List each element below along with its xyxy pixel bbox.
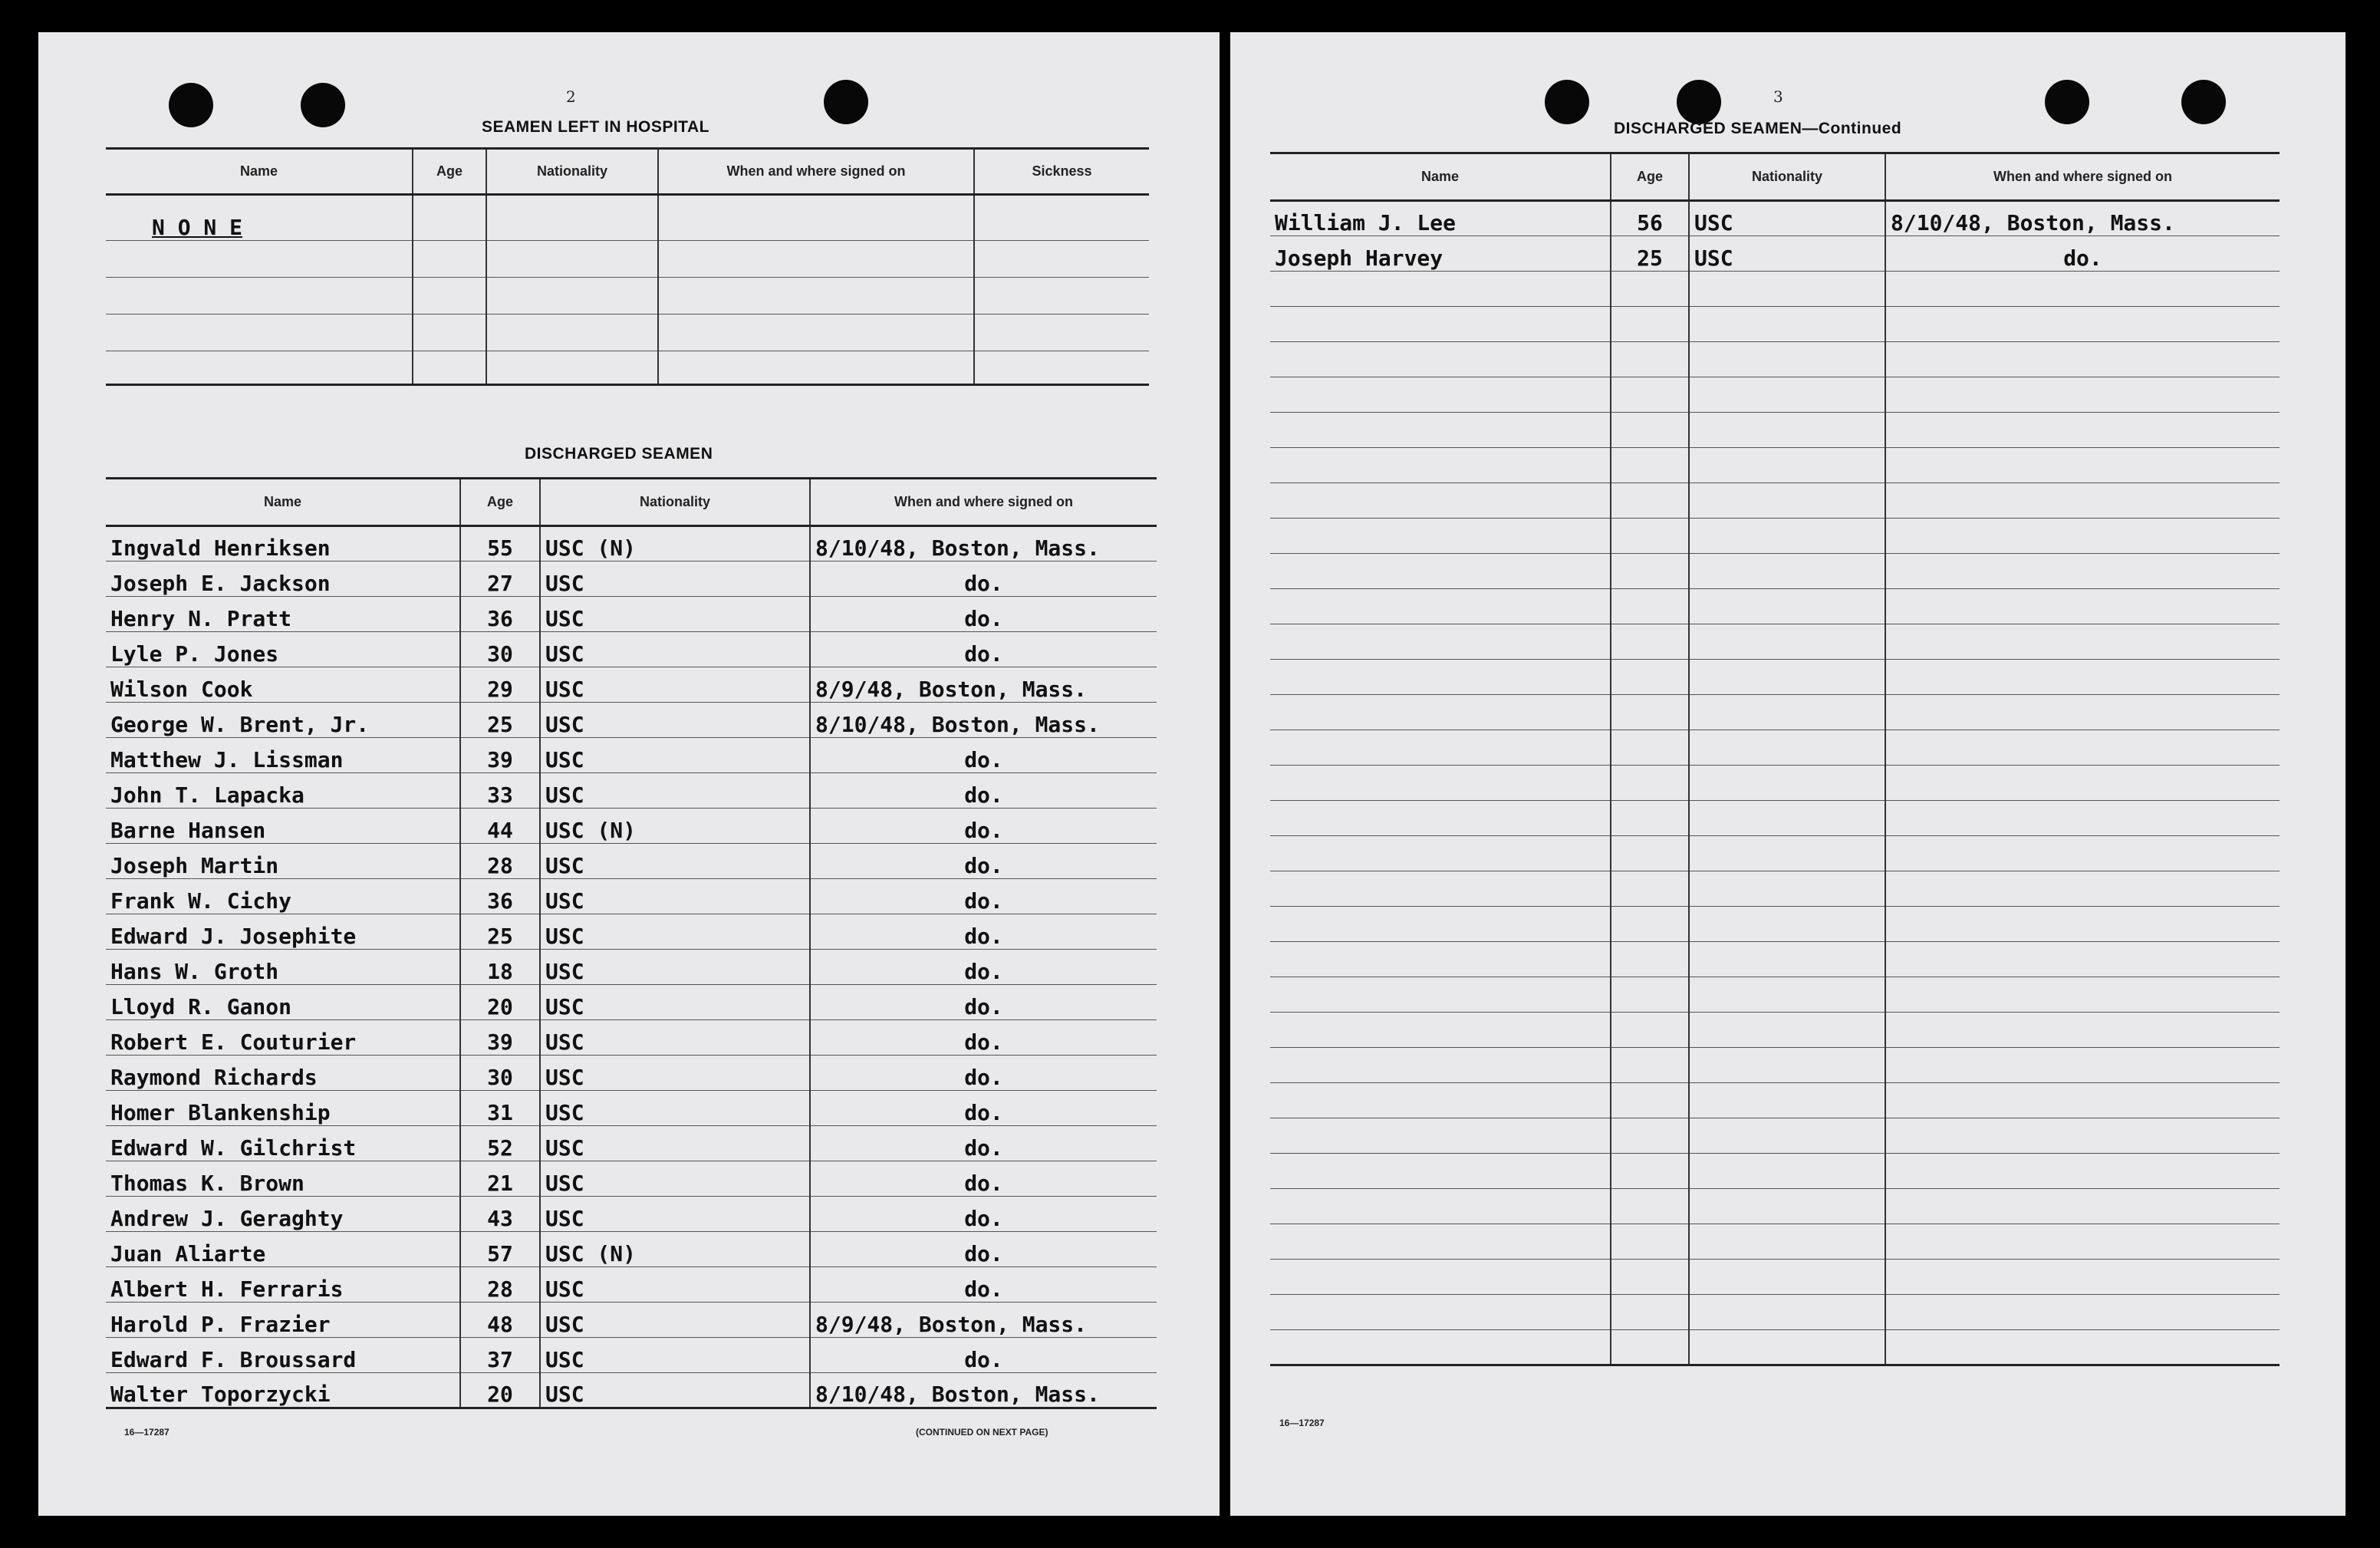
- seaman-signed-on: 8/9/48, Boston, Mass.: [810, 1303, 1157, 1338]
- blank-row: [1270, 1295, 2280, 1330]
- blank-row: [1270, 1260, 2280, 1295]
- blank-row: [1270, 801, 2280, 836]
- seaman-nationality: USC: [540, 914, 810, 950]
- seaman-age: 28: [460, 844, 540, 879]
- hospital-entry: N O N E: [106, 195, 413, 241]
- punch-hole: [824, 80, 868, 124]
- seaman-signed-on: do.: [810, 1020, 1157, 1056]
- seaman-age: 25: [460, 914, 540, 950]
- blank-row: [1270, 342, 2280, 377]
- seaman-signed-on: do.: [810, 1197, 1157, 1232]
- seaman-age: 39: [460, 1020, 540, 1056]
- seaman-age: 44: [460, 809, 540, 844]
- seaman-name: Albert H. Ferraris: [106, 1267, 460, 1303]
- blank-row: [1270, 871, 2280, 907]
- seaman-name: Joseph Martin: [106, 844, 460, 879]
- punch-hole: [301, 83, 345, 127]
- table-row: [106, 879, 1157, 914]
- punch-hole: [1545, 80, 1589, 124]
- seaman-signed-on: do.: [810, 809, 1157, 844]
- seaman-signed-on: do.: [810, 914, 1157, 950]
- hospital-section-title: SEAMEN LEFT IN HOSPITAL: [482, 118, 709, 136]
- blank-row: [1270, 413, 2280, 448]
- left-page: [38, 32, 1220, 1516]
- blank-row: [1270, 766, 2280, 801]
- blank-row: [1270, 977, 2280, 1013]
- column-header: Name: [106, 149, 413, 195]
- table-row: [106, 844, 1157, 879]
- seaman-nationality: USC: [540, 1373, 810, 1408]
- blank-row: [1270, 1083, 2280, 1118]
- column-header: When and where signed on: [1885, 153, 2280, 201]
- page-number: 2: [566, 87, 576, 106]
- seaman-nationality: USC: [1689, 236, 1885, 272]
- table-row: [106, 1056, 1157, 1091]
- seaman-name: Wilson Cook: [106, 667, 460, 703]
- column-header: When and where signed on: [810, 479, 1157, 526]
- seaman-signed-on: do.: [810, 1267, 1157, 1303]
- seaman-name: Edward J. Josephite: [106, 914, 460, 950]
- column-header: Sickness: [974, 149, 1149, 195]
- seaman-nationality: USC: [540, 1161, 810, 1197]
- table-row: [106, 738, 1157, 773]
- seaman-name: Homer Blankenship: [106, 1091, 460, 1126]
- table-row: [106, 526, 1157, 562]
- table-row: [106, 1338, 1157, 1373]
- seaman-age: 20: [460, 985, 540, 1020]
- table-row: [106, 950, 1157, 985]
- right-page: [1230, 32, 2345, 1516]
- seaman-signed-on: do.: [810, 738, 1157, 773]
- seaman-age: 25: [1611, 236, 1689, 272]
- seaman-name: Ingvald Henriksen: [106, 526, 460, 562]
- table-row: [106, 1126, 1157, 1161]
- hospital-table: [106, 147, 1149, 386]
- seaman-signed-on: do.: [810, 844, 1157, 879]
- seaman-nationality: USC (N): [540, 526, 810, 562]
- seaman-nationality: USC: [540, 1267, 810, 1303]
- seaman-name: John T. Lapacka: [106, 773, 460, 809]
- table-row: [1270, 201, 2280, 236]
- table-row: [106, 914, 1157, 950]
- seaman-name: Lloyd R. Ganon: [106, 985, 460, 1020]
- seaman-name: George W. Brent, Jr.: [106, 703, 460, 738]
- seaman-nationality: USC: [540, 844, 810, 879]
- seaman-age: 18: [460, 950, 540, 985]
- seaman-signed-on: do.: [810, 773, 1157, 809]
- seaman-signed-on: 8/10/48, Boston, Mass.: [810, 1373, 1157, 1408]
- seaman-age: 36: [460, 879, 540, 914]
- blank-row: [1270, 836, 2280, 871]
- seaman-signed-on: 8/10/48, Boston, Mass.: [810, 703, 1157, 738]
- column-header: Nationality: [1689, 153, 1885, 201]
- seaman-signed-on: do.: [810, 1126, 1157, 1161]
- seaman-age: 30: [460, 1056, 540, 1091]
- seaman-signed-on: do.: [810, 1232, 1157, 1267]
- seaman-nationality: USC: [540, 597, 810, 632]
- seaman-name: Harold P. Frazier: [106, 1303, 460, 1338]
- seaman-nationality: USC: [540, 632, 810, 667]
- blank-row: [1270, 377, 2280, 413]
- table-row: [106, 1303, 1157, 1338]
- seaman-age: 29: [460, 667, 540, 703]
- seaman-age: 25: [460, 703, 540, 738]
- blank-row: [1270, 448, 2280, 483]
- column-header: Name: [1270, 153, 1611, 201]
- form-number: 16—17287: [124, 1427, 170, 1438]
- blank-row: [1270, 307, 2280, 342]
- seaman-name: Robert E. Couturier: [106, 1020, 460, 1056]
- seaman-age: 30: [460, 632, 540, 667]
- form-number: 16—17287: [1279, 1418, 1325, 1428]
- table-row: [106, 1267, 1157, 1303]
- seaman-nationality: USC: [540, 985, 810, 1020]
- seaman-signed-on: do.: [810, 1338, 1157, 1373]
- seaman-name: Frank W. Cichy: [106, 879, 460, 914]
- table-row: [106, 667, 1157, 703]
- column-header: Nationality: [486, 149, 658, 195]
- seaman-name: Juan Aliarte: [106, 1232, 460, 1267]
- seaman-name: Walter Toporzycki: [106, 1373, 460, 1408]
- discharged-section-title: DISCHARGED SEAMEN: [525, 445, 713, 463]
- seaman-name: Thomas K. Brown: [106, 1161, 460, 1197]
- table-row: [106, 809, 1157, 844]
- table-row: [106, 597, 1157, 632]
- blank-row: [1270, 519, 2280, 554]
- seaman-nationality: USC: [540, 738, 810, 773]
- seaman-signed-on: do.: [810, 597, 1157, 632]
- column-header: Nationality: [540, 479, 810, 526]
- punch-hole: [2045, 80, 2089, 124]
- seaman-nationality: USC: [540, 773, 810, 809]
- seaman-name: Matthew J. Lissman: [106, 738, 460, 773]
- column-header: Age: [1611, 153, 1689, 201]
- seaman-age: 48: [460, 1303, 540, 1338]
- seaman-nationality: USC: [540, 1338, 810, 1373]
- punch-hole: [1677, 80, 1721, 124]
- seaman-nationality: USC (N): [540, 809, 810, 844]
- column-header: Age: [413, 149, 486, 195]
- seaman-nationality: USC: [540, 1091, 810, 1126]
- table-row: [106, 1373, 1157, 1408]
- seaman-age: 55: [460, 526, 540, 562]
- blank-row: [1270, 1224, 2280, 1260]
- punch-hole: [169, 83, 213, 127]
- blank-row: [1270, 730, 2280, 766]
- seaman-nationality: USC: [1689, 201, 1885, 236]
- seaman-age: 33: [460, 773, 540, 809]
- blank-row: [1270, 483, 2280, 519]
- table-row: [106, 1161, 1157, 1197]
- seaman-name: Hans W. Groth: [106, 950, 460, 985]
- seaman-nationality: USC: [540, 1126, 810, 1161]
- table-row: [106, 1232, 1157, 1267]
- seaman-signed-on: do.: [810, 1161, 1157, 1197]
- seaman-nationality: USC: [540, 703, 810, 738]
- discharged-table: [106, 477, 1157, 1409]
- blank-row: [1270, 624, 2280, 660]
- seaman-age: 27: [460, 562, 540, 597]
- seaman-name: Raymond Richards: [106, 1056, 460, 1091]
- seaman-nationality: USC: [540, 667, 810, 703]
- seaman-signed-on: do.: [1885, 236, 2280, 272]
- seaman-age: 56: [1611, 201, 1689, 236]
- seaman-age: 20: [460, 1373, 540, 1408]
- blank-row: [1270, 1330, 2280, 1365]
- seaman-nationality: USC: [540, 879, 810, 914]
- blank-row: [1270, 660, 2280, 695]
- seaman-age: 28: [460, 1267, 540, 1303]
- seaman-signed-on: do.: [810, 950, 1157, 985]
- seaman-age: 52: [460, 1126, 540, 1161]
- column-header: Age: [460, 479, 540, 526]
- table-row: [106, 773, 1157, 809]
- seaman-signed-on: do.: [810, 562, 1157, 597]
- table-row: [106, 985, 1157, 1020]
- table-row: [106, 703, 1157, 738]
- blank-row: [1270, 1154, 2280, 1189]
- seaman-name: Barne Hansen: [106, 809, 460, 844]
- seaman-signed-on: do.: [810, 1091, 1157, 1126]
- blank-row: [1270, 589, 2280, 624]
- blank-row: [1270, 1048, 2280, 1083]
- table-row: [1270, 236, 2280, 272]
- seaman-nationality: USC: [540, 1303, 810, 1338]
- seaman-age: 37: [460, 1338, 540, 1373]
- discharged-continued-table: [1270, 152, 2280, 1366]
- seaman-name: Henry N. Pratt: [106, 597, 460, 632]
- seaman-nationality: USC: [540, 1056, 810, 1091]
- seaman-signed-on: 8/9/48, Boston, Mass.: [810, 667, 1157, 703]
- seaman-signed-on: do.: [810, 879, 1157, 914]
- seaman-name: Joseph Harvey: [1270, 236, 1611, 272]
- continued-note: (CONTINUED ON NEXT PAGE): [916, 1427, 1048, 1438]
- seaman-name: Andrew J. Geraghty: [106, 1197, 460, 1232]
- seaman-signed-on: 8/10/48, Boston, Mass.: [810, 526, 1157, 562]
- blank-row: [1270, 1013, 2280, 1048]
- seaman-nationality: USC: [540, 950, 810, 985]
- seaman-name: Lyle P. Jones: [106, 632, 460, 667]
- blank-row: [1270, 942, 2280, 977]
- seaman-signed-on: do.: [810, 632, 1157, 667]
- seaman-signed-on: 8/10/48, Boston, Mass.: [1885, 201, 2280, 236]
- seaman-name: Joseph E. Jackson: [106, 562, 460, 597]
- seaman-name: Edward W. Gilchrist: [106, 1126, 460, 1161]
- table-row: [106, 632, 1157, 667]
- column-header: When and where signed on: [658, 149, 974, 195]
- discharged-continued-title: DISCHARGED SEAMEN—Continued: [1614, 120, 1902, 137]
- table-row: [106, 1197, 1157, 1232]
- seaman-age: 21: [460, 1161, 540, 1197]
- seaman-name: Edward F. Broussard: [106, 1338, 460, 1373]
- blank-row: [1270, 272, 2280, 307]
- seaman-age: 43: [460, 1197, 540, 1232]
- seaman-age: 39: [460, 738, 540, 773]
- seaman-signed-on: do.: [810, 985, 1157, 1020]
- column-header: Name: [106, 479, 460, 526]
- punch-hole: [2181, 80, 2226, 124]
- seaman-nationality: USC: [540, 1020, 810, 1056]
- table-row: [106, 1091, 1157, 1126]
- seaman-age: 57: [460, 1232, 540, 1267]
- table-row: [106, 1020, 1157, 1056]
- seaman-nationality: USC: [540, 562, 810, 597]
- page-number: 3: [1773, 87, 1783, 106]
- seaman-name: William J. Lee: [1270, 201, 1611, 236]
- seaman-age: 36: [460, 597, 540, 632]
- seaman-age: 31: [460, 1091, 540, 1126]
- seaman-nationality: USC (N): [540, 1232, 810, 1267]
- blank-row: [1270, 695, 2280, 730]
- blank-row: [1270, 907, 2280, 942]
- blank-row: [1270, 1189, 2280, 1224]
- table-row: [106, 562, 1157, 597]
- seaman-nationality: USC: [540, 1197, 810, 1232]
- blank-row: [1270, 1118, 2280, 1154]
- seaman-signed-on: do.: [810, 1056, 1157, 1091]
- blank-row: [1270, 554, 2280, 589]
